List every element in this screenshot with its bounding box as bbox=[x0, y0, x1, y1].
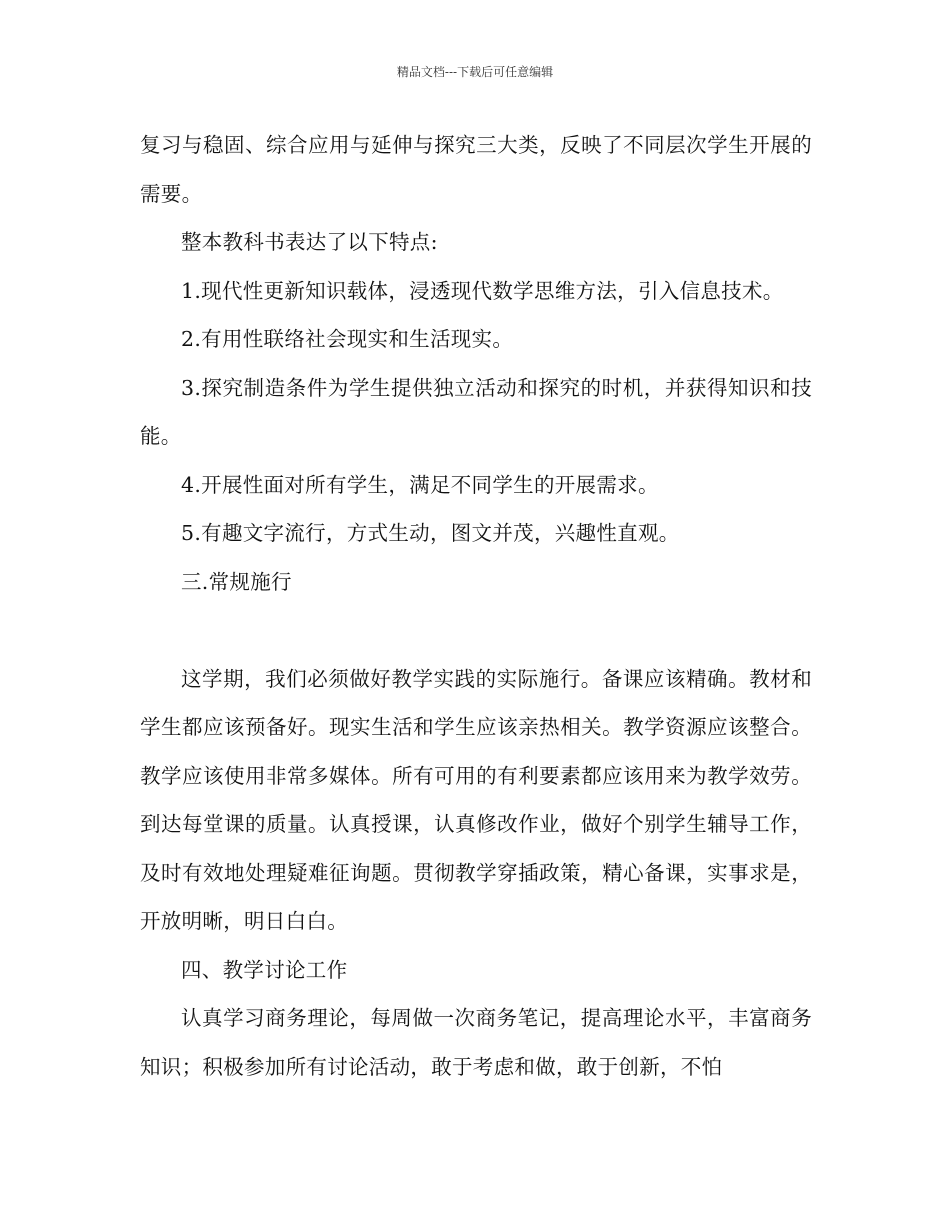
list-item-exploration: 3.探究制造条件为学生提供独立活动和探究的时机，并获得知识和技能。 bbox=[140, 375, 812, 448]
list-item-interest: 5.有趣文字流行，方式生动，图文并茂，兴趣性直观。 bbox=[181, 521, 680, 545]
section-heading-research: 四、教学讨论工作 bbox=[181, 957, 348, 982]
paragraph-features-intro: 整本教科书表达了以下特点: bbox=[181, 230, 438, 254]
paragraph-research-body: 认真学习商务理论，每周做一次商务笔记，提高理论水平，丰富商务知识；积极参加所有讨论活动，敢于考虑和做，敢于创新，不怕 bbox=[140, 1006, 812, 1079]
paragraph-routine-body: 这学期，我们必须做好教学实践的实际施行。备课应该精确。教材和学生都应该预备好。现实生活和学生应该亲热相关。教学资源应该整合。教学应该使用非常多媒体。所有可用的有利要素都应该用来为教学效劳。到达每堂课的质量。认真授课，认真修改作业，做好个别学生辅导工作，及时有效地处理疑难征询题。贯彻教学穿插政策，精心备课，实事求是，开放明晰，明日白白。 bbox=[140, 666, 812, 933]
list-item-modernity: 1.现代性更新知识载体，浸透现代数学思维方法，引入信息技术。 bbox=[181, 278, 784, 303]
document-body bbox=[140, 121, 812, 1091]
list-item-usefulness: 2.有用性联络社会现实和生活现实。 bbox=[181, 327, 514, 351]
blank-line bbox=[140, 606, 812, 655]
paragraph-continuation: 复习与稳固、综合应用与延伸与探究三大类，反映了不同层次学生开展的需要。 bbox=[140, 133, 812, 206]
list-item-development: 4.开展性面对所有学生，满足不同学生的开展需求。 bbox=[181, 472, 659, 497]
section-heading-routine: 三.常规施行 bbox=[181, 569, 292, 594]
page-header: 精品文档---下载后可任意编辑 bbox=[396, 65, 554, 79]
